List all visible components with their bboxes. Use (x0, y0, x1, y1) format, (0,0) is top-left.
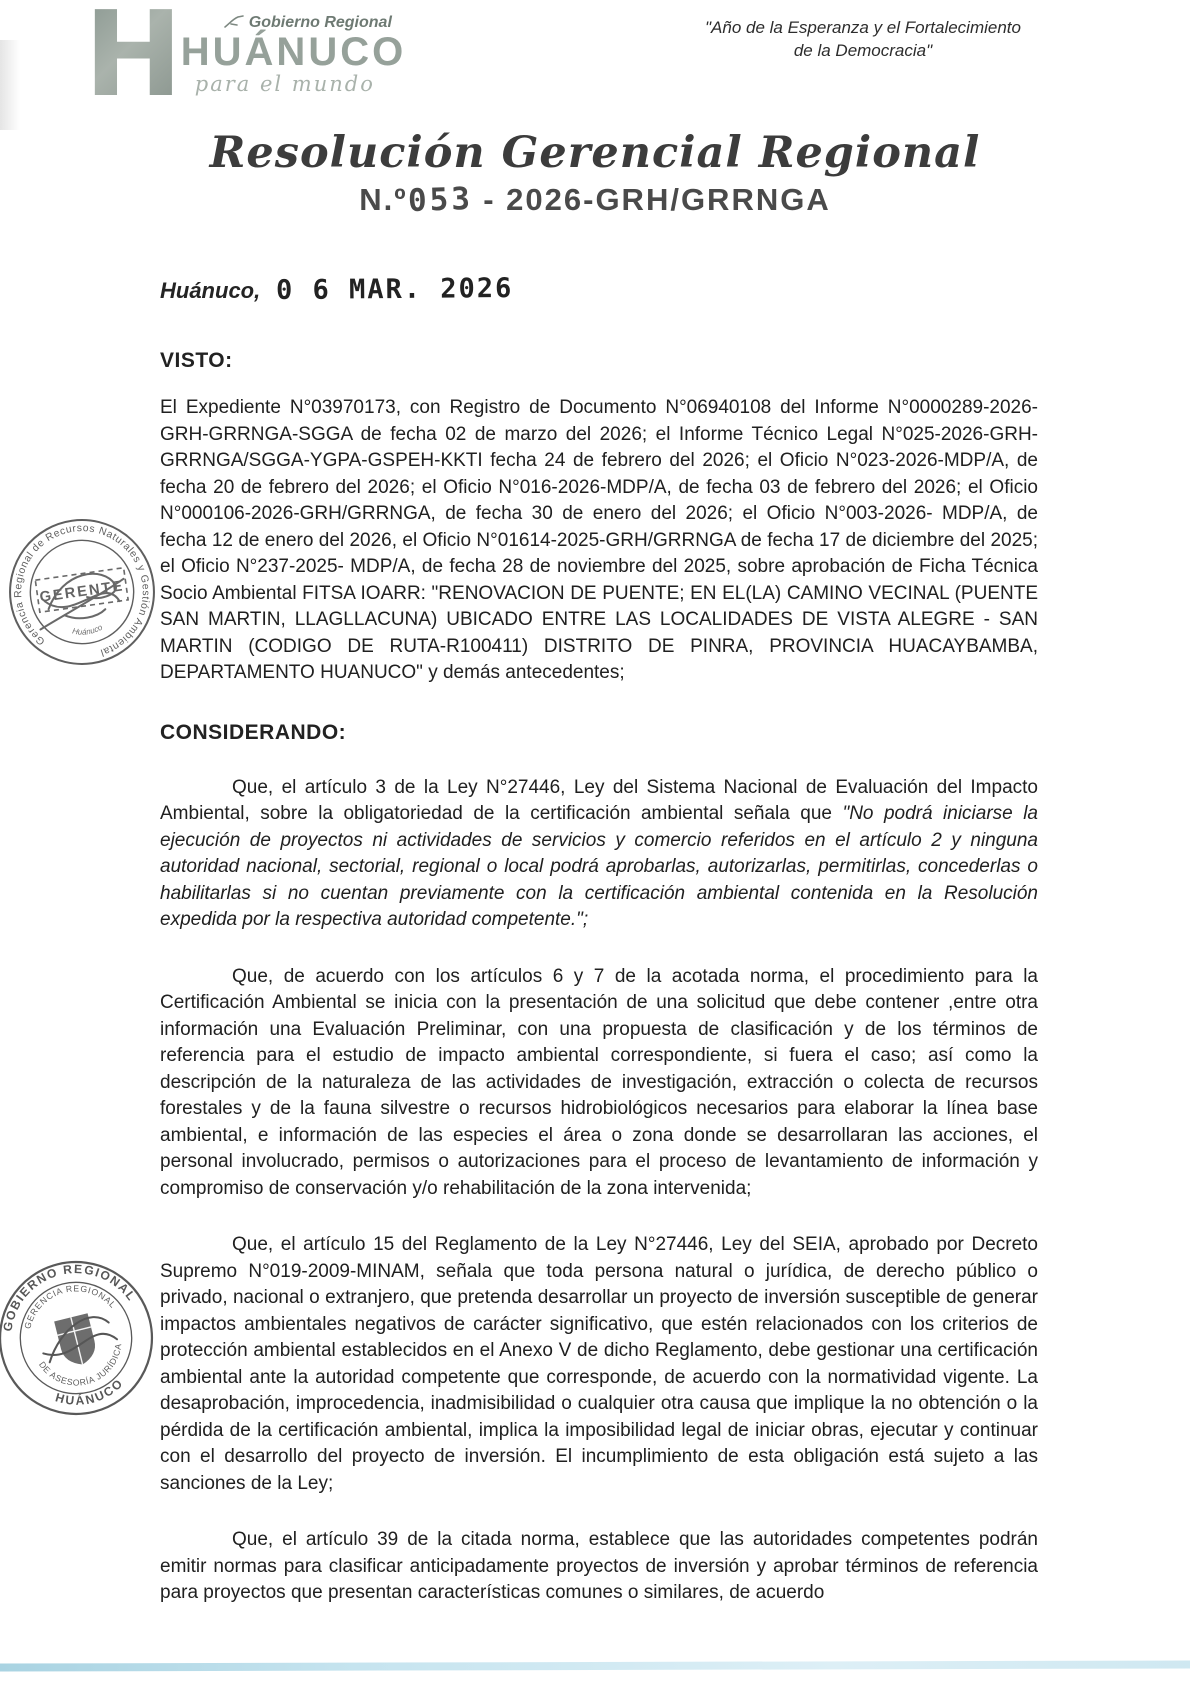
logo-tagline: para el mundo (194, 72, 375, 96)
svg-text:Huánuco (70, 622, 105, 639)
title-block (0, 128, 1190, 218)
paragraph-1-lead: Que, el artículo 3 de la Ley N°27446, Ley del Sistema Nacional de Evaluación del Impacto Ambiental, sobre la obligatoriedad de la certificación ambiental señala que (160, 776, 1038, 824)
seal1-ring-text: Gerencia Regional de Recursos Naturales y Gestión Ambiental (13, 523, 151, 658)
seal2-outer-bottom-text: HUÁNUCO (53, 1375, 127, 1408)
resolution-number (0, 182, 1190, 218)
regional-government-logo (84, 0, 407, 123)
bird-icon (223, 15, 245, 31)
resolution-number-prefix: N.º (359, 182, 408, 217)
seal-asesoria-juridica (0, 1258, 156, 1418)
logo-h-letter: H (84, 0, 179, 123)
dateline (160, 274, 1038, 305)
scan-smudge (0, 40, 20, 130)
considerando-paragraph-1 (160, 775, 1038, 934)
considerando-paragraph-3: Que, el artículo 15 del Reglamento de la Ley N°27446, Ley del SEIA, aprobado por Decreto Supremo N°019-2009-MINAM, señala que toda persona natural o jurídica, de derecho público o privado, nacional o extranjero, que pretenda desarrollar un proyecto de inversión susceptible de generar impactos ambientales negativos de carácter significativo, que estén relacionados con los criterios de protección ambiental establecidos en el Anexo V de dicho Reglamento, debe gestionar una certificación ambiental ante la autoridad competente que corresponde, de acuerdo con la normatividad vigente. La desaprobación, improcedencia, inadmisibilidad o cualquier otra causa que implique la no obtención o la pérdida de la certificación ambiental, implica la imposibilidad legal de iniciar obras, ejecutar y continuar con el desarrollo del proyecto de inversión. El incumplimiento de esta obligación está sujeto a las sanciones de la Ley; (160, 1234, 1038, 1494)
document-header (0, 0, 1190, 123)
seal2-inner-bottom-text: DE ASESORÍA JURÍDICA (36, 1342, 124, 1388)
resolution-title: Resolución Gerencial Regional (209, 128, 981, 178)
dateline-place: Huánuco, (160, 278, 261, 303)
logo-text-block (181, 6, 406, 96)
seal1-center-text: GERENTE (38, 578, 126, 606)
seal2-body (0, 1258, 156, 1418)
considerando-paragraph-4: Que, el artículo 39 de la citada norma, establece que las autoridades competentes podrán emitir normas para clasificar anticipadamente proyectos de inversión y aprobar términos de referencia para proyectos que presentan características comunes o similares, de acuerdo (160, 1529, 1038, 1603)
motto-line2: de la Democracia" (793, 41, 933, 60)
logo-org-small-label: Gobierno Regional (248, 14, 392, 31)
coat-of-arms-icon (54, 1313, 99, 1368)
seal2-inner-top-text: GERENCIA REGIONAL (22, 1283, 119, 1330)
seal2-outer-top-text: GOBIERNO REGIONAL (0, 1262, 140, 1333)
date-stamp: 0 6 MAR. 2026 (276, 272, 514, 307)
logo-org-name: HUÁNUCO (180, 30, 407, 74)
seal1-inner-bottom-text: Huánuco (71, 622, 105, 637)
resolution-number-suffix: - 2026-GRH/GRRNGA (483, 182, 831, 217)
seal-gerencia-recursos-naturales (6, 516, 158, 668)
scan-edge-strip (0, 1660, 1190, 1671)
considerando-paragraph-2: Que, de acuerdo con los artículos 6 y 7 de la acotada norma, el procedimiento para la Certificación Ambiental se inicia con la presentación de una solicitud que debe contener ,entre otra información una Evaluación Preliminar, con una propuesta de clasificación y de los términos de referencia para el estudio de impacto ambiental correspondiente, si fuera el caso; así como la descripción de la naturaleza de las actividades de investigación, extracción o colecta de recursos forestales y de la fauna silvestre o recursos hidrobiológicos necesarios para elaborar la línea base ambiental, e información de las especies el área o zona donde se desarrollaran las acciones, el personal involucrado, permisos o autorizaciones para el proceso de levantamiento de información y compromiso de conservación y/o rehabilitación de la zona intervenida; (160, 965, 1038, 1199)
motto-line1: "Año de la Esperanza y el Fortalecimiento (705, 18, 1021, 37)
year-motto (688, 16, 1038, 62)
document-body (0, 274, 1190, 1607)
considerando-heading: CONSIDERANDO: (160, 720, 347, 744)
resolution-number-stamped: 053 (406, 180, 474, 220)
visto-paragraph: El Expediente N°03970173, con Registro de Documento N°06940108 del Informe N°0000289-2026-GRH-GRRNGA-SGGA de fecha 02 de marzo del 2026; el Informe Técnico Legal N°025-2026-GRH-GRRNGA/SGGA-YGPA-GSPEH-KKTI fecha 24 de febrero del 2026; el Oficio N°023-2026-MDP/A, de fecha 20 de febrero del 2026; el Oficio N°016-2026-MDP/A, de fecha 03 de febrero del 2026; el Oficio N°000106-2026-GRH/GRRNGA, de fecha 30 de enero del 2026; el Oficio N°003-2026- MDP/A, de fecha 12 de enero del 2026, el Oficio N°01614-2025-GRH/GRRNGA de fecha 17 de diciembre del 2025; el Oficio N°237-2025- MDP/A, de fecha 28 de noviembre del 2025, sobre aprobación de Ficha Técnica Socio Ambiental FITSA IOARR: "RENOVACION DE PUENTE; EN EL(LA) CAMINO VECINAL (PUENTE SAN MARTIN, LLAGLLACUNA) UBICADO ENTRE LAS LOCALIDADES DE VISTA ALEGRE - SAN MARTIN (CODIGO DE RUTA-R100411) DISTRITO DE PINRA, PROVINCIA HUACAYBAMBA, DEPARTAMENTO HUANUCO" y demás antecedentes; (160, 397, 1038, 683)
visto-heading: VISTO: (160, 349, 233, 372)
paragraph-1-legal-quote: "No podrá iniciarse la ejecución de proyectos ni actividades de servicios y comercio referidos en el artículo 2 y ninguna autoridad nacional, sectorial, regional o local podrá aprobarlas, autorizarlas, permitirlas, concederlas o habilitarlas si no cuentan previamente con la certificación ambiental contenida en la Resolución expedida por la respectiva autoridad competente."; (160, 803, 1038, 930)
